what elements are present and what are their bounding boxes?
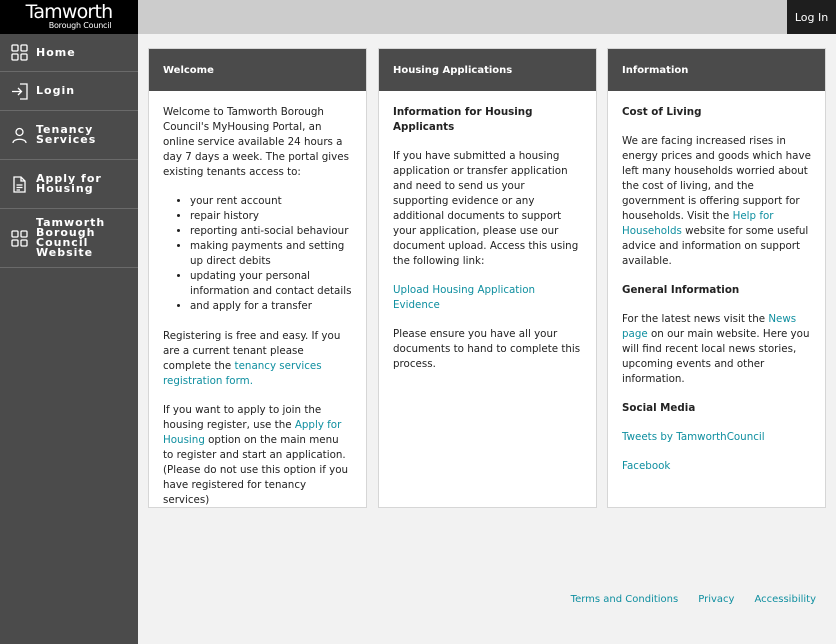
gen-text: For the latest news visit the: [622, 313, 769, 325]
nav-label-tenancy-services: Tenancy Services: [36, 123, 97, 146]
welcome-card: [148, 48, 367, 508]
accessibility-link[interactable]: Accessibility: [754, 594, 816, 605]
council-logo[interactable]: [0, 0, 138, 34]
information-card: [607, 48, 826, 508]
register-text: Registering is free and easy. If you are a current tenant please complete the: [163, 330, 341, 372]
nav-item-tenancy-services[interactable]: [0, 111, 138, 160]
col-text: We are facing increased rises in energy prices and goods which have left many households worried about the cost of living, and the government is offering support for households. Visit the: [622, 135, 811, 222]
nav-label-apply-for-housing: Apply for Housing: [36, 172, 102, 195]
apply-text-post: option on the main menu to register and start an application. (Please do not use this option if you have registered for tenancy services): [163, 434, 349, 506]
log-in-button[interactable]: Log In: [787, 0, 836, 34]
grid-icon: [10, 229, 28, 247]
cost-of-living-heading: Cost of Living: [622, 106, 702, 118]
nav-item-council-website[interactable]: [0, 209, 138, 268]
facebook-link[interactable]: Facebook: [622, 460, 671, 472]
welcome-intro: Welcome to Tamworth Borough Council's MyHousing Portal, an online service available 24 hours a day 7 days a week. The portal gives existing tenants access to:: [163, 106, 349, 178]
list-item: • updating your personal information and contact details: [190, 269, 352, 299]
information-card-title: Information: [608, 49, 825, 91]
apply-text: If you want to apply to join the housing register, use the: [163, 404, 322, 431]
user-icon: [10, 126, 28, 144]
nav-item-apply-for-housing[interactable]: [0, 160, 138, 209]
logo-main-text: Tamworth: [25, 1, 113, 23]
gen-text-post: on our main website. Here you will find recent local news stories, upcoming events and other information.: [622, 328, 810, 385]
tenancy-registration-link[interactable]: tenancy services registration form.: [163, 360, 322, 387]
list-item: • repair history: [190, 209, 352, 224]
upload-evidence-link[interactable]: Upload Housing Application Evidence: [393, 284, 536, 311]
news-page-link[interactable]: News page: [622, 313, 797, 340]
nav-item-login[interactable]: [0, 72, 138, 111]
welcome-card-title: Welcome: [149, 49, 366, 91]
housing-card-title: Housing Applications: [379, 49, 596, 91]
privacy-link[interactable]: Privacy: [698, 594, 735, 605]
register-paragraph: [163, 329, 352, 389]
footer: [551, 594, 816, 605]
terms-link[interactable]: Terms and Conditions: [570, 594, 679, 605]
login-arrow-icon: [10, 82, 28, 100]
list-item: • your rent account: [190, 194, 352, 209]
housing-paragraph: If you have submitted a housing application or transfer application and need to send us your supporting evidence or any additional documents to support your application, please use our document upload. Access this using the following link:: [393, 150, 579, 267]
sidebar: [0, 0, 138, 644]
general-information-heading: General Information: [622, 284, 740, 296]
grid-icon: [10, 44, 28, 62]
cost-of-living-paragraph: [622, 134, 811, 269]
logo-sub-text: Borough Council: [48, 21, 112, 30]
help-for-households-link[interactable]: Help for Households: [622, 210, 774, 237]
access-list: [190, 194, 352, 314]
nav-label-home: Home: [36, 45, 76, 59]
document-icon: [10, 175, 28, 193]
social-media-heading: Social Media: [622, 402, 696, 414]
nav-label-login: Login: [36, 84, 76, 97]
general-information-paragraph: [622, 312, 811, 387]
apply-paragraph: [163, 403, 352, 508]
housing-heading: Information for Housing Applicants: [393, 106, 533, 133]
col-text-post: website for some useful advice and information on support available.: [622, 225, 809, 267]
tweets-link[interactable]: Tweets by TamworthCouncil: [622, 431, 765, 443]
top-bar: [138, 0, 836, 34]
list-item: • and apply for a transfer: [190, 299, 352, 314]
list-item: • making payments and setting up direct debits: [190, 239, 352, 269]
list-item: • reporting anti-social behaviour: [190, 224, 352, 239]
nav-item-home[interactable]: [0, 34, 138, 72]
apply-for-housing-link[interactable]: Apply for Housing: [163, 419, 342, 446]
nav-label-council-website: Tamworth Borough Council Website: [36, 216, 106, 259]
housing-applications-card: [378, 48, 597, 508]
housing-paragraph-2: Please ensure you have all your documents to hand to complete this process.: [393, 328, 581, 370]
